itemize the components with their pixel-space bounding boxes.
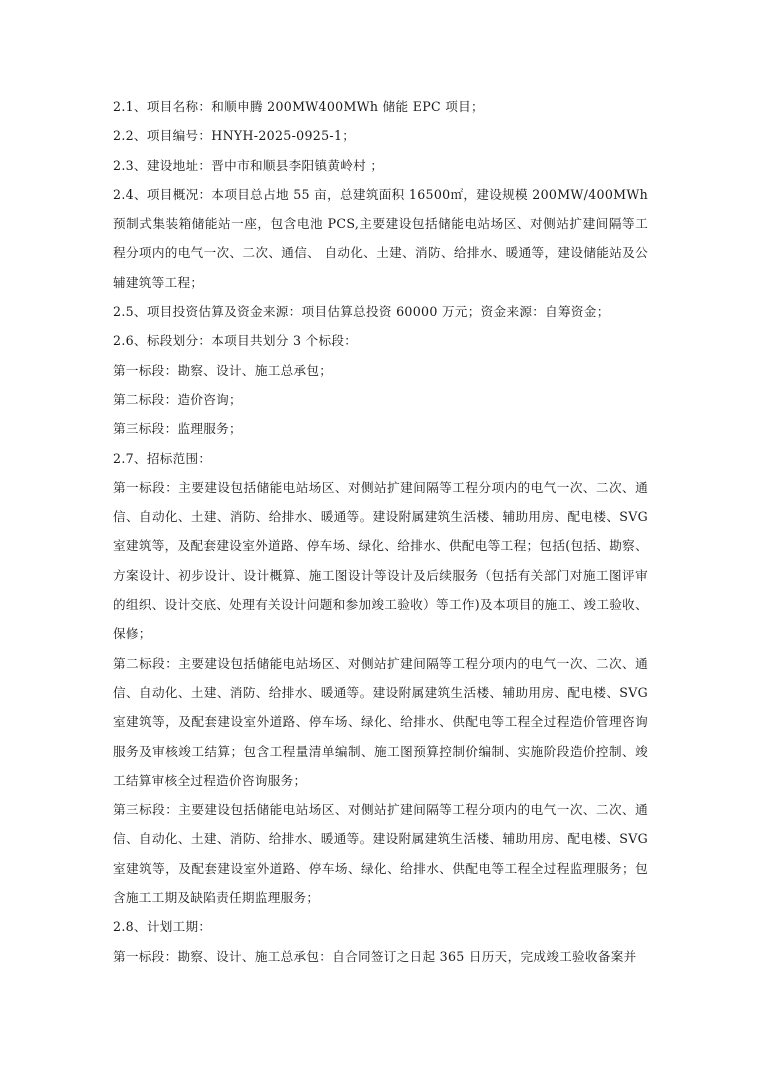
paragraph-project-overview: 2.4、项目概况：本项目总占地 55 亩，总建筑面积 16500㎡，建设规模 200MW/400MWh 预制式集装箱储能站一座，包含电池 PCS,主要建设包括储能电站场区、对侧站扩建间隔等工程分项内的电气一次、二次、通信、 自动化、土建、消防、给排水、暖通等，建设储能站及公辅建筑等工程；	[113, 186, 648, 290]
paragraph-lot-2: 第二标段：造价咨询；	[113, 391, 242, 407]
paragraph-tender-scope-heading: 2.7、招标范围：	[113, 450, 212, 466]
paragraph-investment-estimate: 2.5、项目投资估算及资金来源：项目估算总投资 60000 万元；资金来源：自筹资金；	[113, 304, 610, 320]
paragraph-schedule-lot-1: 第一标段：勘察、设计、施工总承包：自合同签订之日起 365 日历天，完成竣工验收备案并	[113, 948, 637, 964]
paragraph-project-name: 2.1、项目名称：和顺申腾 200MW400MWh 储能 EPC 项目；	[113, 99, 484, 114]
paragraph-scope-lot-1: 第一标段：主要建设包括储能电站场区、对侧站扩建间隔等工程分项内的电气一次、二次、通信、自动化、土建、消防、给排水、暖通等。建设附属建筑生活楼、辅助用房、配电楼、SVG 室建筑等，及配套建设室外道路、停车场、绿化、给排水、供配电等工程；包括(包括、勘察、方案设计、初步设计、设计概算、施工图设计等设计及后续服务（包括有关部门对施工图评审的组织、设计交底、处理有关设计问题和参加竣工验收）等工作)及本项目的施工、竣工验收、保修；	[113, 479, 648, 642]
paragraph-lot-division: 2.6、标段划分：本项目共划分 3 个标段：	[113, 333, 358, 349]
document-body	[113, 92, 648, 971]
paragraph-lot-1: 第一标段：勘察、设计、施工总承包；	[113, 362, 333, 378]
paragraph-scope-lot-3: 第三标段：主要建设包括储能电站场区、对侧站扩建间隔等工程分项内的电气一次、二次、通信、自动化、土建、消防、给排水、暖通等。建设附属建筑生活楼、辅助用房、配电楼、SVG 室建筑等，及配套建设室外道路、停车场、绿化、给排水、供配电等工程全过程监理服务；包含施工工期及缺陷责任期监理服务；	[113, 802, 648, 906]
paragraph-construction-address: 2.3、建设地址：晋中市和顺县李阳镇黄岭村 ；	[113, 157, 384, 173]
paragraph-scope-lot-2: 第二标段：主要建设包括储能电站场区、对侧站扩建间隔等工程分项内的电气一次、二次、通信、自动化、土建、消防、给排水、暖通等。建设附属建筑生活楼、辅助用房、配电楼、SVG 室建筑等，及配套建设室外道路、停车场、绿化、给排水、供配电等工程全过程造价管理咨询服务及审核竣工结算；包含工程量清单编制、施工图预算控制价编制、实施阶段造价控制、竣工结算审核全过程造价咨询服务；	[113, 655, 648, 788]
paragraph-project-number: 2.2、项目编号：HNYH-2025-0925-1；	[113, 128, 356, 144]
paragraph-lot-3: 第三标段：监理服务；	[113, 421, 242, 437]
paragraph-planned-schedule-heading: 2.8、计划工期：	[113, 919, 212, 935]
